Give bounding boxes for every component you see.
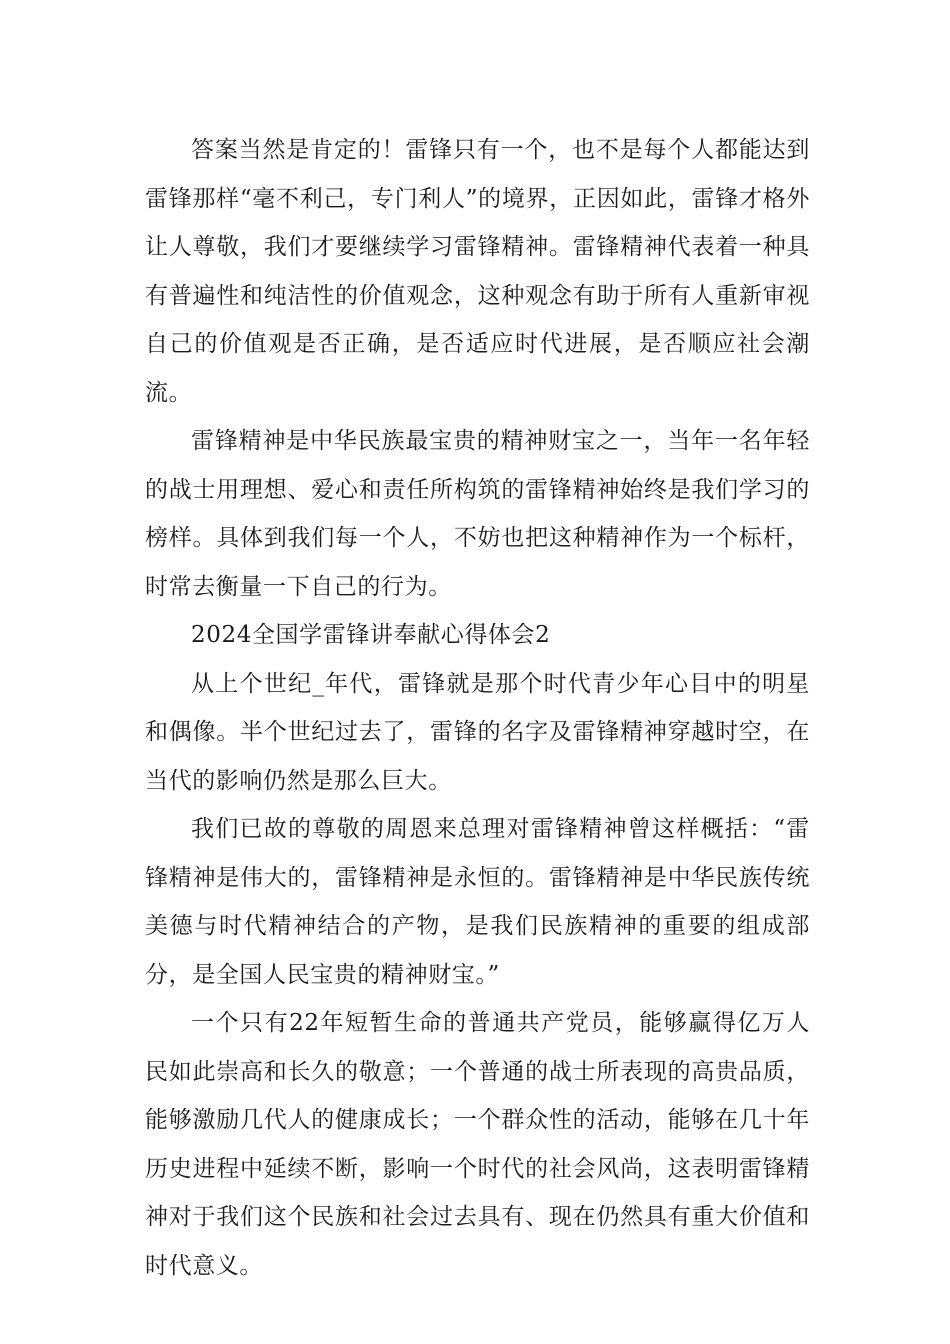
paragraph-5: 一个只有22年短暂生命的普通共产党员，能够赢得亿万人民如此崇高和长久的敬意；一个普通的战士所表现的高贵品质，能够激励几代人的健康成长；一个群众性的活动，能够在几十年历史进程中延续不断，影响一个时代的社会风尚，这表明雷锋精神对于我们这个民族和社会过去具有、现在仍然具有重大价值和时代意义。 [145,1010,810,1279]
paragraph-4: 我们已故的尊敬的周恩来总理对雷锋精神曾这样概括：“雷锋精神是伟大的，雷锋精神是永恒的。雷锋精神是中华民族传统美德与时代精神结合的产物，是我们民族精神的重要的组成部分，是全国人民宝贵的精神财宝。” [145,816,810,988]
paragraph-3: 从上个世纪_年代，雷锋就是那个时代青少年心目中的明星和偶像。半个世纪过去了，雷锋的名字及雷锋精神穿越时空，在当代的影响仍然是那么巨大。 [145,670,810,794]
paragraph-2: 雷锋精神是中华民族最宝贵的精神财宝之一，当年一名年轻的战士用理想、爱心和责任所构筑的雷锋精神始终是我们学习的榜样。具体到我们每一个人，不妨也把这种精神作为一个标杆，时常去衡量一下自己的行为。 [145,428,810,600]
section-heading: 2024全国学雷锋讲奉献心得体会2 [191,622,551,648]
document-body [145,126,810,1290]
paragraph-1: 答案当然是肯定的！雷锋只有一个，也不是每个人都能达到雷锋那样“毫不利己，专门利人”的境界，正因如此，雷锋才格外让人尊敬，我们才要继续学习雷锋精神。雷锋精神代表着一种具有普遍性和纯洁性的价值观念，这种观念有助于所有人重新审视自己的价值观是否正确，是否适应时代进展，是否顺应社会潮流。 [145,137,810,406]
